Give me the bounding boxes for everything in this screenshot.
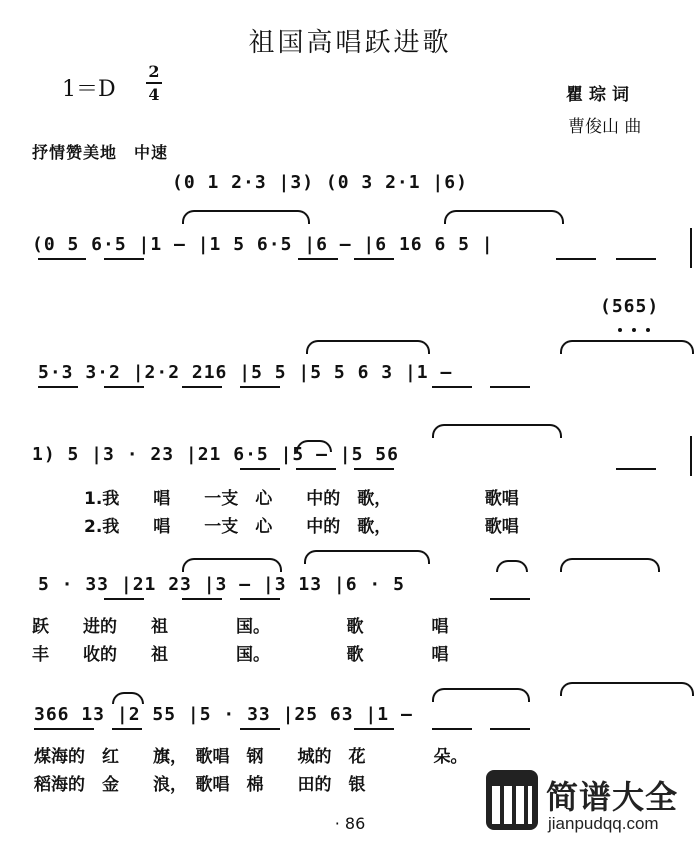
page-title: 祖国高唱跃进歌	[248, 28, 452, 58]
beam	[112, 728, 142, 730]
notation-row-5: 366 13 |2 55 |5 · 33 |25 63 |1 —	[34, 704, 413, 725]
tie-arc	[560, 340, 694, 354]
tie-arc	[432, 688, 530, 702]
notation-row-0: (0 1 2·3 |3) (0 3 2·1 |6)	[172, 172, 468, 193]
piano-key	[516, 786, 524, 824]
piano-logo-icon	[486, 770, 538, 830]
beam	[38, 258, 86, 260]
beam	[182, 598, 222, 600]
beam	[354, 468, 394, 470]
piano-key	[528, 786, 532, 824]
beam	[490, 386, 530, 388]
tie-arc	[560, 682, 694, 696]
notation-row-1: (0 5 6·5 |1 — |1 5 6·5 |6 — |6 16 6 5 |	[32, 234, 494, 255]
beam	[240, 468, 280, 470]
meter-bar	[146, 82, 162, 84]
lyric-verse-1-line-1: 1.我 唱 一支 心 中的 歌， 歌唱	[84, 489, 519, 509]
beam	[432, 386, 472, 388]
notation-row-2-pickup: (565)	[600, 296, 660, 317]
beam	[354, 728, 394, 730]
lyricist: 瞿琮词	[566, 85, 635, 105]
meter-top: 2	[148, 62, 160, 81]
beam	[104, 386, 144, 388]
beam	[298, 258, 338, 260]
meter-bottom: 4	[148, 85, 160, 104]
tie-arc	[560, 558, 660, 572]
tie-arc	[432, 424, 562, 438]
beam	[616, 258, 656, 260]
lyric-verse-2-line-3: 稻海的 金 浪， 歌唱 棉 田的 银	[34, 775, 366, 795]
key-signature: 1＝D	[62, 77, 116, 102]
beam	[490, 598, 530, 600]
low-dot	[632, 328, 636, 332]
beam	[490, 728, 530, 730]
lyric-verse-1-line-3: 煤海的 红 旗， 歌唱 钢 城的 花 朵。	[34, 747, 468, 767]
beam	[34, 728, 94, 730]
piano-key	[504, 786, 512, 824]
beam	[182, 386, 222, 388]
beam	[432, 728, 472, 730]
beam	[296, 468, 336, 470]
composer: 曹俊山 曲	[568, 117, 642, 137]
watermark-name: 简谱大全	[546, 778, 679, 816]
beam	[104, 258, 144, 260]
piano-key	[492, 786, 500, 824]
notation-row-2: 5·3 3·2 |2·2 216 |5 5 |5 5 6 3 |1 —	[38, 362, 453, 383]
tie-arc	[304, 550, 430, 564]
page-number: · 86	[334, 814, 366, 833]
tie-arc	[444, 210, 564, 224]
beam	[240, 728, 280, 730]
beam	[556, 258, 596, 260]
beam	[38, 386, 78, 388]
tie-arc	[182, 558, 282, 572]
notation-row-3: 1) 5 |3 · 23 |21 6·5 |5 — |5 56	[32, 444, 399, 465]
beam	[240, 598, 280, 600]
time-signature	[146, 62, 162, 104]
tie-arc	[112, 692, 144, 704]
watermark-url: jianpudqq.com	[548, 814, 659, 833]
beam	[104, 598, 144, 600]
low-dot	[646, 328, 650, 332]
tie-arc	[182, 210, 310, 224]
lyric-verse-1-line-2: 跃 进的 祖 国。 歌 唱	[32, 617, 449, 637]
low-dot	[618, 328, 622, 332]
lyric-verse-2-line-1: 2.我 唱 一支 心 中的 歌， 歌唱	[84, 517, 519, 537]
barline	[690, 436, 692, 476]
beam	[354, 258, 394, 260]
tie-arc	[306, 340, 430, 354]
notation-row-4: 5 · 33 |21 23 |3 — |3 13 |6 · 5	[38, 574, 405, 595]
tempo-marking: 抒情赞美地 中速	[32, 143, 169, 162]
beam	[616, 468, 656, 470]
tie-arc	[496, 560, 528, 572]
barline	[690, 228, 692, 268]
beam	[240, 386, 280, 388]
lyric-verse-2-line-2: 丰 收的 祖 国。 歌 唱	[32, 645, 449, 665]
